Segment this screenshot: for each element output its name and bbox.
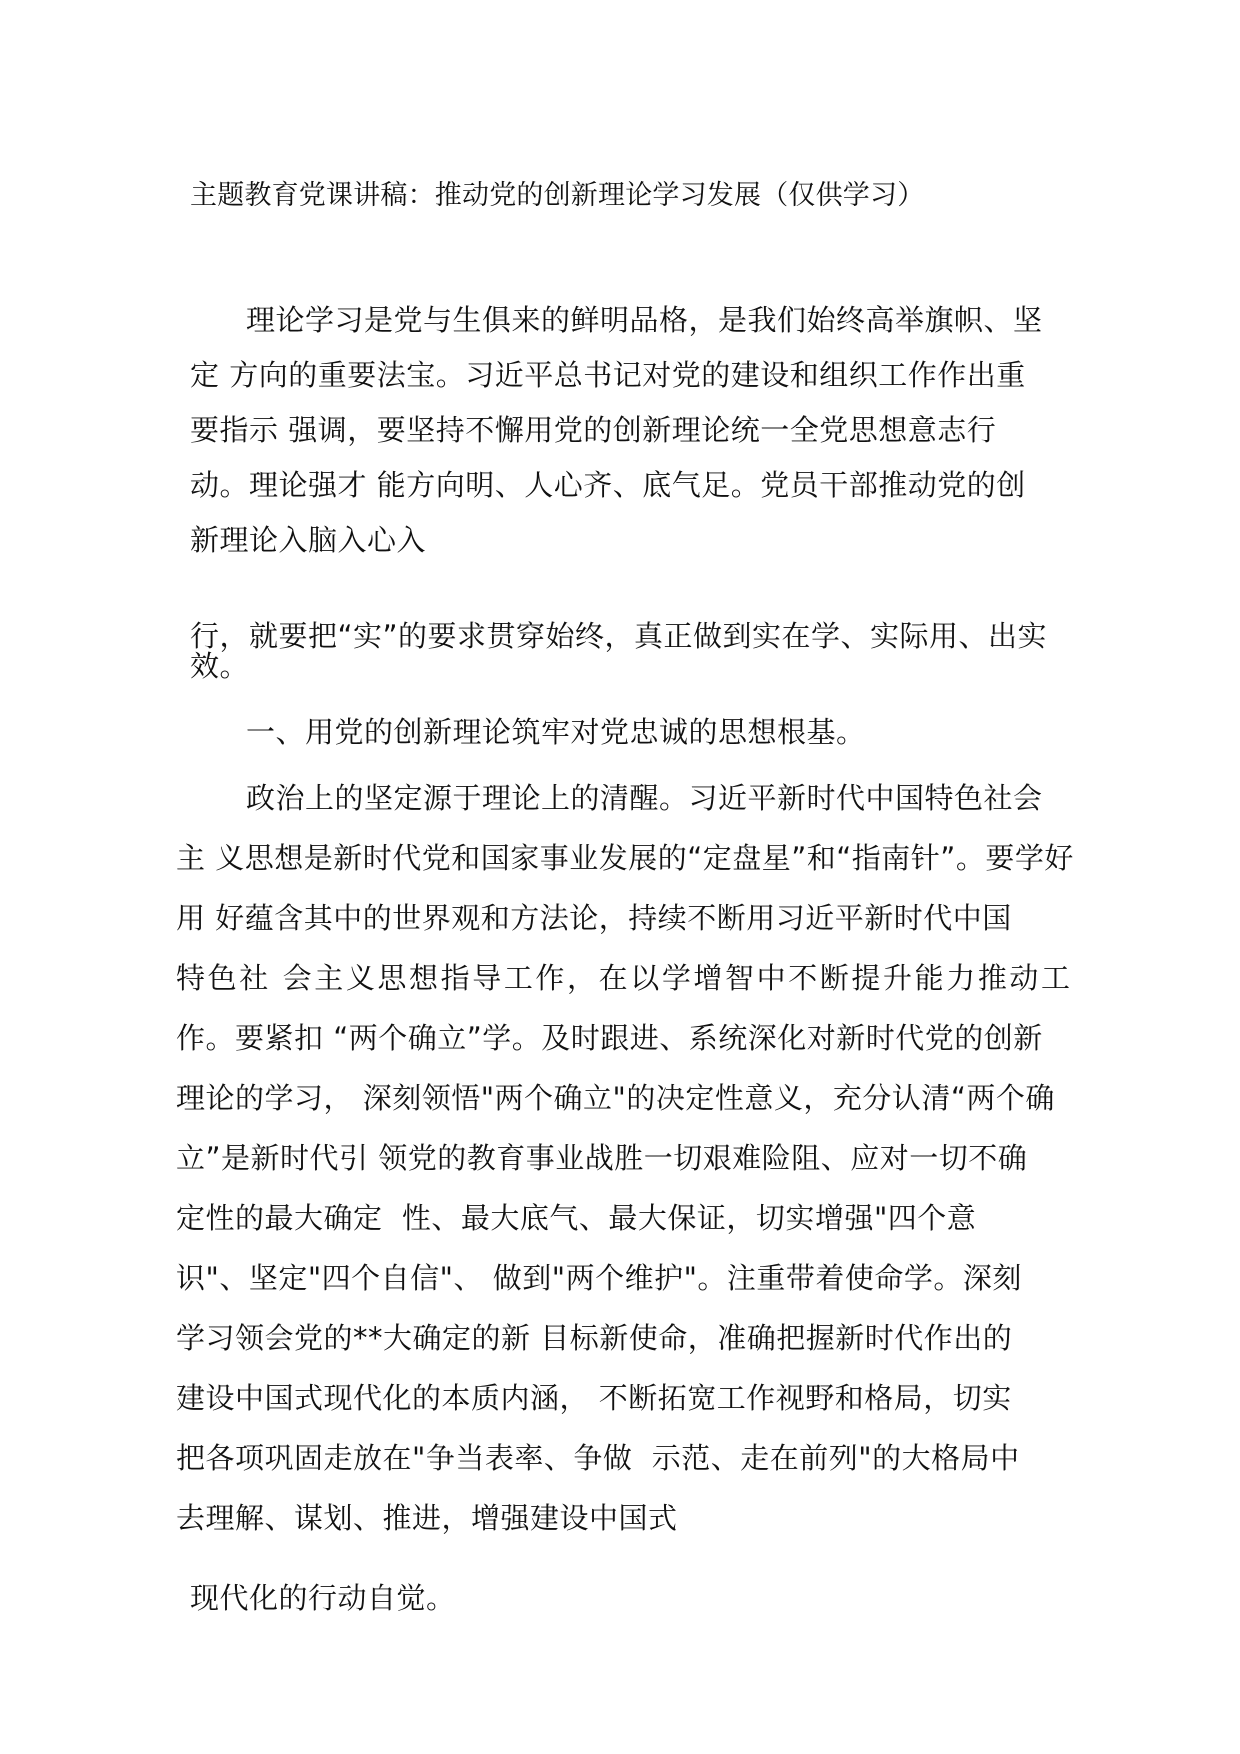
paragraph-line: 定性的最大确定 性、最大底气、最大保证，切实增强"四个意 — [176, 1201, 977, 1235]
page-title: 主题教育党课讲稿：推动党的创新理论学习发展（仅供学习） — [190, 180, 925, 211]
paragraph-line: 作。要紧扣 “两个确立”学。及时跟进、系统深化对新时代党的创新 — [176, 1021, 1043, 1055]
paragraph-line: 理论的学习， 深刻领悟"两个确立"的决定性意义，充分认清“两个确 — [176, 1081, 1055, 1115]
paragraph-line: 行，就要把“实”的要求贯穿始终，真正做到实在学、实际用、出实 — [190, 619, 1048, 653]
paragraph-line: 政治上的坚定源于理论上的清醒。习近平新时代中国特色社会 — [246, 781, 1043, 815]
paragraph-line: 定 方向的重要法宝。习近平总书记对党的建设和组织工作作出重 — [190, 358, 1026, 392]
paragraph-line: 效。 — [190, 649, 250, 683]
paragraph-line: 用 好蕴含其中的世界观和方法论，持续不断用习近平新时代中国 — [176, 901, 1012, 935]
paragraph-line: 立”是新时代引 领党的教育事业战胜一切艰难险阻、应对一切不确 — [176, 1141, 1028, 1175]
paragraph-line: 新理论入脑入心入 — [190, 523, 427, 557]
paragraph-line: 建设中国式现代化的本质内涵， 不断拓宽工作视野和格局，切实 — [176, 1381, 1012, 1415]
paragraph-line: 学习领会党的**大确定的新 目标新使命，准确把握新时代作出的 — [176, 1321, 1013, 1355]
section-heading: 一、用党的创新理论筑牢对党忠诚的思想根基。 — [246, 715, 866, 749]
paragraph-line: 把各项巩固走放在"争当表率、争做 示范、走在前列"的大格局中 — [176, 1441, 1020, 1475]
paragraph-line: 主 义思想是新时代党和国家事业发展的“定盘星”和“指南针”。要学好 — [176, 841, 1074, 875]
paragraph-line: 理论学习是党与生俱来的鲜明品格，是我们始终高举旗帜、坚 — [246, 303, 1043, 337]
paragraph-line: 动。理论强才 能方向明、人心齐、底气足。党员干部推动党的创 — [190, 468, 1026, 502]
paragraph-line: 现代化的行动自觉。 — [190, 1581, 456, 1615]
paragraph-line: 要指示 强调，要坚持不懈用党的创新理论统一全党思想意志行 — [190, 413, 997, 447]
paragraph-line: 识"、坚定"四个自信"、 做到"两个维护"。注重带着使命学。深刻 — [176, 1261, 1022, 1295]
paragraph-line: 特色社 会主义思想指导工作，在以学增智中不断提升能力推动工 — [176, 961, 1073, 995]
paragraph-line: 去理解、谋划、推进，增强建设中国式 — [176, 1501, 678, 1535]
